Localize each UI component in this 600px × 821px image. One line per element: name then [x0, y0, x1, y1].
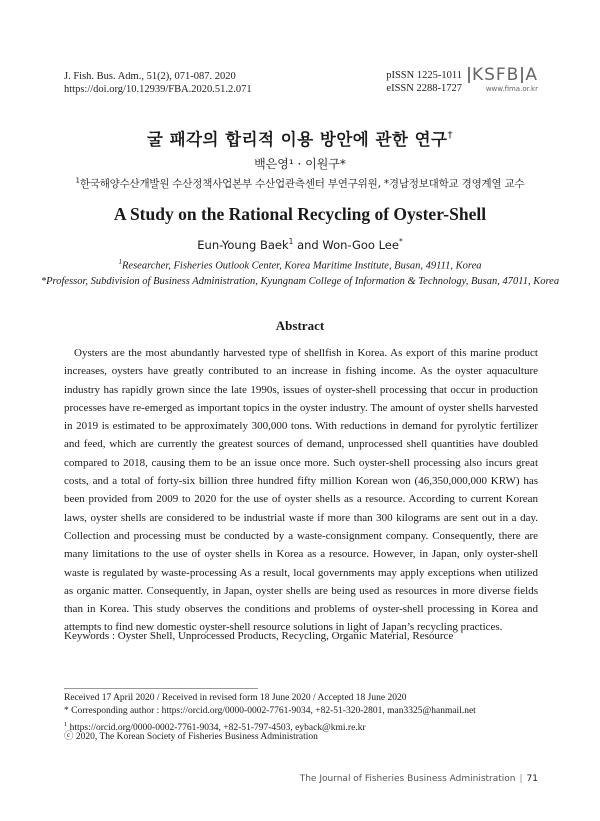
eissn: eISSN 2288-1727 — [386, 82, 462, 94]
copyright: ⓒ 2020, The Korean Society of Fisheries Business Administration — [64, 732, 318, 742]
received-dates: Received 17 April 2020 / Received in revised form 18 June 2020 / Accepted 18 June 2020 — [64, 693, 407, 703]
affiliations-english — [40, 255, 560, 289]
first-author-note: $^1$ https://orcid.org/0000-0002-7761-9034, +82-51-797-4503, eyback@kmi.re.kr — [64, 721, 366, 734]
author-connector: and — [297, 237, 319, 252]
authors-english: Eun-Young Baek$^1$ and Won-Goo Lee* — [197, 237, 403, 252]
society-logo — [466, 66, 538, 93]
affiliation-1: $^1$Researcher, Fisheries Outlook Center, Korea Maritime Institute, Busan, 49111, Korea — [118, 258, 482, 272]
author-1: Eun-Young Baek — [197, 237, 289, 252]
issn-block — [386, 70, 462, 95]
title-dagger: † — [447, 130, 453, 141]
ksfba-logo-icon: KSFB A — [466, 66, 538, 84]
affiliation-2: *Professor, Subdivision of Business Administration, Kyungnam College of Information & Technology, Busan, 47011, Korea — [40, 275, 560, 287]
logo-url[interactable]: www.fima.or.kr — [485, 85, 538, 93]
logo-bar — [468, 67, 470, 83]
title-korean: 굴 패각의 합리적 이용 방안에 관한 연구† — [147, 130, 453, 149]
authors-korean: 백은영¹ · 이원구* — [254, 157, 346, 171]
issn-logo-block — [386, 66, 538, 95]
keywords: Keywords : Oyster Shell, Unprocessed Products, Recycling, Organic Material, Resource — [64, 630, 454, 642]
footer-separator: | — [519, 774, 523, 784]
corresponding-author: * Corresponding author : https://orcid.org/0000-0002-7761-9034, +82-51-320-2801, man3325@hanmail.net — [64, 706, 476, 716]
journal-line: J. Fish. Bus. Adm., 51(2), 071-087. 2020 — [64, 71, 236, 82]
author-2: Won-Goo Lee — [322, 237, 399, 252]
page-footer — [300, 774, 538, 784]
pissn: pISSN 1225-1011 — [386, 70, 462, 81]
affiliation-korean: $^1$한국해양수산개발원 수산정책사업본부 수산업관측센터 부연구위원, *경남정보대학교 경영계열 교수 — [75, 176, 525, 190]
abstract-text: Oysters are the most abundantly harvested type of shellfish in Korea. As export of this marine product increases, oysters have greatly contributed to an increase in fishing income. As the oyster aquaculture industry has rapidly grown since the late 1990s, issues of oyster-shell processing that occur in production processes have re-emerged as important topics in the oyster industry. The amount of oyster shells harvested in 2019 is estimated to be approximately 300,000 tons. With reductions in demand for pyrolytic fertilizer and feed, which are currently the greatest sources of demand, unprocessed shell quantities have doubled compared to 2018, causing them to be an issue once more. Such oyster-shell processing also incurs great costs, and a total of forty-six billion three hundred fifty million Korean won (46,350,000,000 KRW) has been provided from 2009 to 2020 for the use of oyster shells as a resource. According to current Korean laws, oyster shells are considered to be industrial waste if more than 300 kilograms are sent out in a day. Collection and processing must be conducted by a waste-consignment company. Consequently, there are many limitations to the use of oyster shells in Korea as a resource. However, in Japan, only oyster-shell waste is regulated by waste-processing As a result, local governments may apply exceptions when utilized as organic matter. Consequently, in Japan, oyster shells are being used as resources in more diverse fields than in Korea. This study observes the conditions and problems of oyster-shell processing in Korea and attempts to find new domestic oyster-shell resource solutions in light of Japan’s recycling practices. — [64, 347, 538, 634]
logo-bar — [521, 67, 523, 83]
footnote-divider — [64, 688, 258, 689]
doi-line[interactable]: https://doi.org/10.12939/FBA.2020.51.2.071 — [64, 84, 252, 95]
title-english: A Study on the Rational Recycling of Oyster-Shell — [113, 204, 487, 224]
footer-journal: The Journal of Fisheries Business Administration — [299, 774, 516, 784]
journal-citation — [64, 70, 252, 96]
page-number: 71 — [526, 774, 538, 784]
abstract-heading: Abstract — [275, 318, 325, 333]
